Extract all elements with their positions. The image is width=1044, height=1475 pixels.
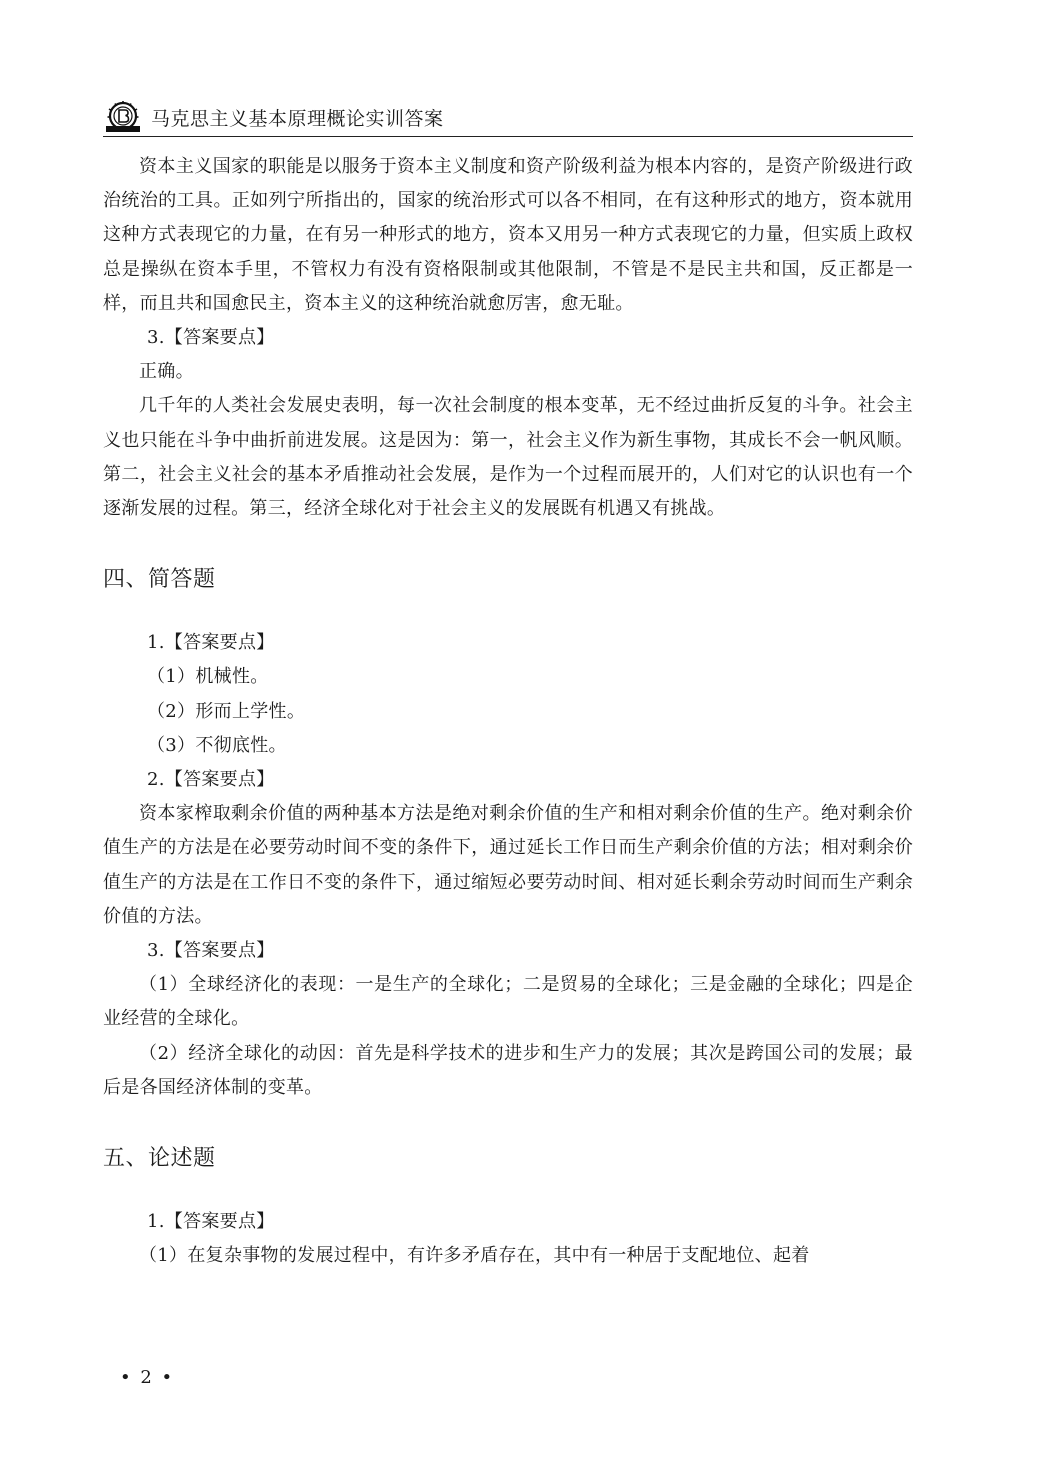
- section-heading: 五、论述题: [103, 1146, 216, 1172]
- paragraph: 几千年的人类社会发展史表明，每一次社会制度的根本变革，无不经过曲折反复的斗争。社会主义也只能在斗争中曲折前进发展。这是因为：第一，社会主义作为新生事物，其成长不会一帆风顺。第二，社会主义社会的基本矛盾推动社会发展，是作为一个过程而展开的，人们对它的认识也有一个逐渐发展的过程。第三，经济全球化对于社会主义的发展既有机遇又有挑战。: [103, 395, 913, 520]
- publisher-logo-icon: [103, 100, 143, 134]
- paragraph: （2）经济全球化的动因：首先是科学技术的进步和生产力的发展；其次是跨国公司的发展；最后是各国经济体制的变革。: [103, 1042, 913, 1098]
- running-header: [103, 96, 913, 137]
- answer-key-label: 3.【答案要点】: [147, 327, 275, 349]
- answer-key-label: 1.【答案要点】: [147, 1211, 275, 1233]
- answer-key-label: 1.【答案要点】: [147, 632, 275, 654]
- answer-key-label: 3.【答案要点】: [147, 940, 275, 962]
- answer-verdict: 正确。: [139, 361, 194, 383]
- paragraph: （1）在复杂事物的发展过程中，有许多矛盾存在，其中有一种居于支配地位、起着: [139, 1245, 810, 1267]
- list-item: （3）不彻底性。: [147, 734, 287, 756]
- page-content: [103, 150, 913, 1273]
- paragraph: （1）全球经济化的表现：一是生产的全球化；二是贸易的全球化；三是金融的全球化；四是企业经营的全球化。: [103, 974, 913, 1030]
- list-item: （1）机械性。: [147, 666, 269, 688]
- list-item: （2）形而上学性。: [147, 700, 306, 722]
- answer-key-label: 2.【答案要点】: [147, 769, 275, 791]
- header-title: 马克思主义基本原理概论实训答案: [151, 108, 444, 130]
- page-number: • 2 •: [120, 1367, 175, 1388]
- paragraph: 资本主义国家的职能是以服务于资本主义制度和资产阶级利益为根本内容的，是资产阶级进行政治统治的工具。正如列宁所指出的，国家的统治形式可以各不相同，在有这种形式的地方，资本就用这种方式表现它的力量，在有另一种形式的地方，资本又用另一种方式表现它的力量，但实质上政权总是操纵在资本手里，不管权力有没有资格限制或其他限制，不管是不是民主共和国，反正都是一样，而且共和国愈民主，资本主义的这种统治就愈厉害，愈无耻。: [103, 156, 913, 314]
- section-heading: 四、简答题: [103, 567, 216, 593]
- paragraph: 资本家榨取剩余价值的两种基本方法是绝对剩余价值的生产和相对剩余价值的生产。绝对剩余价值生产的方法是在必要劳动时间不变的条件下，通过延长工作日而生产剩余价值的方法；相对剩余价值生产的方法是在工作日不变的条件下，通过缩短必要劳动时间、相对延长剩余劳动时间而生产剩余价值的方法。: [103, 803, 913, 927]
